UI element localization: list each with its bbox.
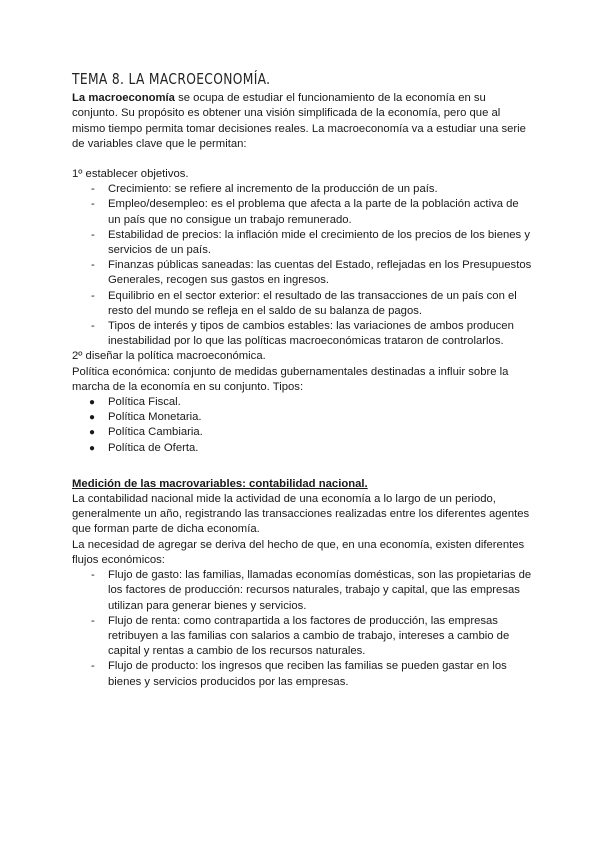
list-item: - Tipos de interés y tipos de cambios estables: las variaciones de ambos producen inestabilidad por lo que las políticas macroeconómicas trataron de controlarlos. (91, 320, 514, 348)
national-accounting-paragraph: La contabilidad nacional mide la actividad de una economía a lo largo de un periodo, generalmente un año, registrando las transacciones realizadas entre los diferentes agentes que forman parte de dicha economía. (72, 493, 530, 536)
spacer (72, 456, 532, 471)
flows-list (72, 568, 532, 690)
list-item: ● Política Cambiaria. (89, 426, 203, 439)
list-item: - Flujo de producto: los ingresos que reciben las familias se pueden gastar en los bienes y servicios producidos por las empresas. (91, 660, 507, 688)
policy-types-list (72, 395, 532, 456)
section-heading: Medición de las macrovariables: contabilidad nacional. (72, 477, 368, 490)
document-body (72, 72, 532, 690)
intro-text: se ocupa de estudiar el funcionamiento de la economía en su conjunto. Su propósito es obtener una visión simplificada de la economía, pero que al mismo tiempo permita tomar decisiones reales. La macroeconomía va a estudiar una serie de variables clave que le permitan: (72, 92, 526, 150)
policy-definition: Política económica: conjunto de medidas gubernamentales destinadas a influir sobre la marcha de la economía en su conjunto. Tipos: (72, 365, 509, 393)
list-item: - Empleo/desempleo: es el problema que afecta a la parte de la población activa de un país que no consigue un trabajo remunerado. (91, 198, 519, 226)
intro-term: La macroeconomía (72, 92, 175, 105)
page-title: TEMA 8. LA MACROECONOMÍA. (72, 70, 271, 88)
list-item: - Equilibrio en el sector exterior: el resultado de las transacciones de un país con el resto del mundo se refleja en el saldo de su balanza de pagos. (91, 289, 517, 317)
list-item: ● Política Monetaria. (89, 411, 202, 424)
list-item: - Crecimiento: se refiere al incremento de la producción de un país. (91, 183, 438, 196)
list-item: - Finanzas públicas saneadas: las cuentas del Estado, reflejadas en los Presupuestos Generales, recogen sus gastos en ingresos. (91, 259, 532, 287)
flows-intro-paragraph: La necesidad de agregar se deriva del hecho de que, en una economía, existen diferentes flujos económicos: (72, 538, 525, 566)
section1-label: 1º establecer objetivos. (72, 168, 189, 181)
objectives-list (72, 182, 532, 349)
spacer (72, 152, 532, 167)
list-item: ● Política Fiscal. (89, 396, 181, 409)
section2-label: 2º diseñar la política macroeconómica. (72, 350, 266, 363)
list-item: - Estabilidad de precios: la inflación mide el crecimiento de los precios de los bienes y servicios de un país. (91, 228, 530, 257)
list-item: - Flujo de gasto: las familias, llamadas economías domésticas, son las propietarias de los factores de producción: recursos naturales, trabajo y capital, que las empresas utilizan para generar bienes y servicios. (91, 569, 532, 612)
list-item: ● Política de Oferta. (89, 441, 199, 454)
list-item: - Flujo de renta: como contrapartida a los factores de producción, las empresas retribuyen a las familias con salarios a cambio de trabajo, intereses a cambio de capital y rentas a cambio de los recursos naturales. (91, 614, 510, 658)
intro-paragraph (72, 91, 532, 152)
